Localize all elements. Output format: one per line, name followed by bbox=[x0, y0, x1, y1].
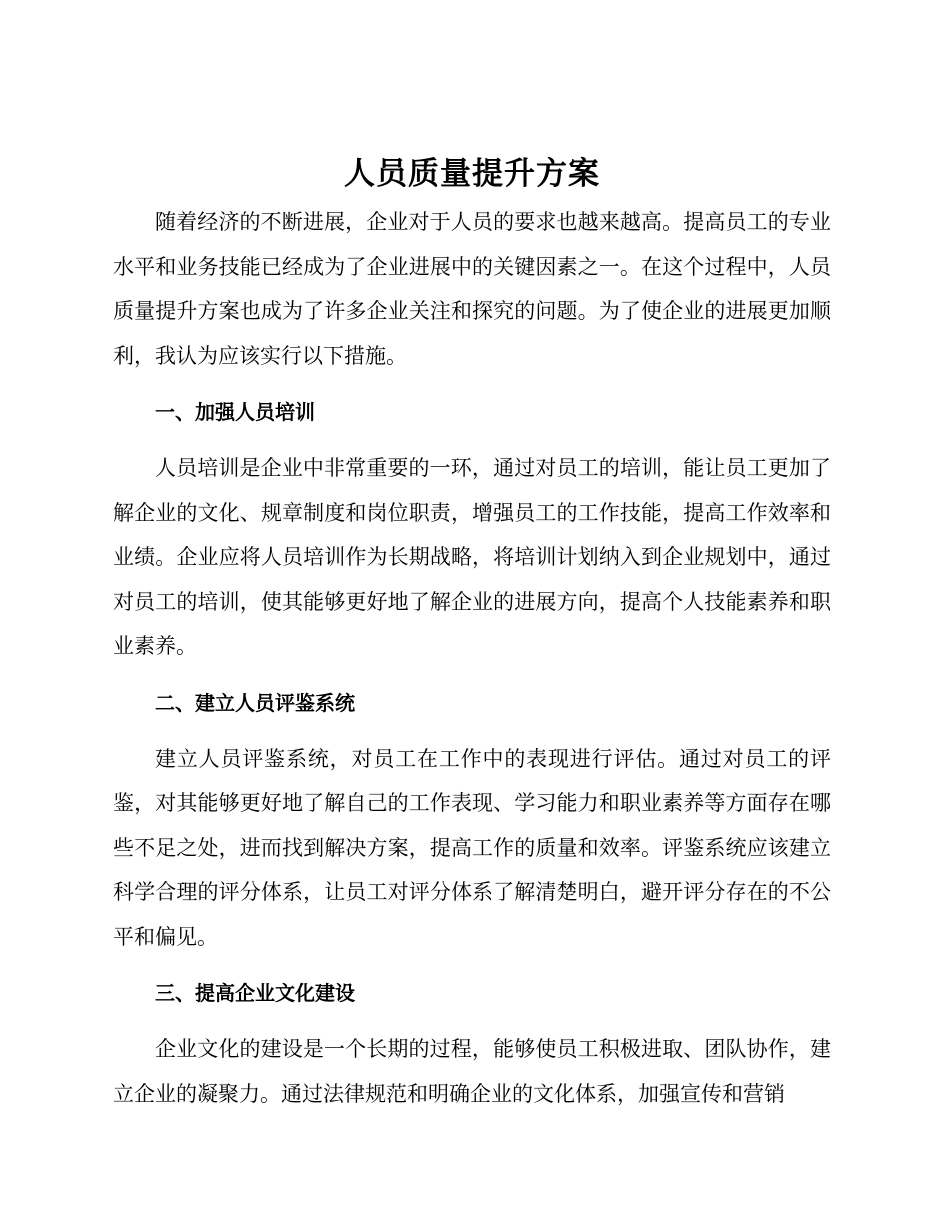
section-body-training: 人员培训是企业中非常重要的一环，通过对员工的培训，能让员工更加了解企业的文化、规章制度和岗位职责，增强员工的工作技能，提高工作效率和业绩。企业应将人员培训作为长期战略，将培训计划纳入到企业规划中，通过对员工的培训，使其能够更好地了解企业的进展方向，提高个人技能素养和职业素养。 bbox=[113, 456, 831, 658]
intro-paragraph: 随着经济的不断进展，企业对于人员的要求也越来越高。提高员工的专业水平和业务技能已经成为了企业进展中的关键因素之一。在这个过程中，人员质量提升方案也成为了许多企业关注和探究的问题。为了使企业的进展更加顺利，我认为应该实行以下措施。 bbox=[113, 210, 831, 368]
section-heading-culture: 三、提高企业文化建设 bbox=[155, 981, 355, 1005]
section-body-culture: 企业文化的建设是一个长期的过程，能够使员工积极进取、团队协作，建立企业的凝聚力。通过法律规范和明确企业的文化体系，加强宣传和营销 bbox=[113, 1037, 831, 1106]
document-title: 人员质量提升方案 bbox=[344, 156, 600, 192]
section-heading-evaluation: 二、建立人员评鉴系统 bbox=[155, 690, 355, 715]
section-body-evaluation: 建立人员评鉴系统，对员工在工作中的表现进行评估。通过对员工的评鉴，对其能够更好地了解自己的工作表现、学习能力和职业素养等方面存在哪些不足之处，进而找到解决方案，提高工作的质量和效率。评鉴系统应该建立科学合理的评分体系，让员工对评分体系了解清楚明白，避开评分存在的不公平和偏见。 bbox=[113, 746, 831, 949]
document-content bbox=[113, 148, 831, 1116]
section-heading-training: 一、加强人员培训 bbox=[155, 400, 315, 424]
